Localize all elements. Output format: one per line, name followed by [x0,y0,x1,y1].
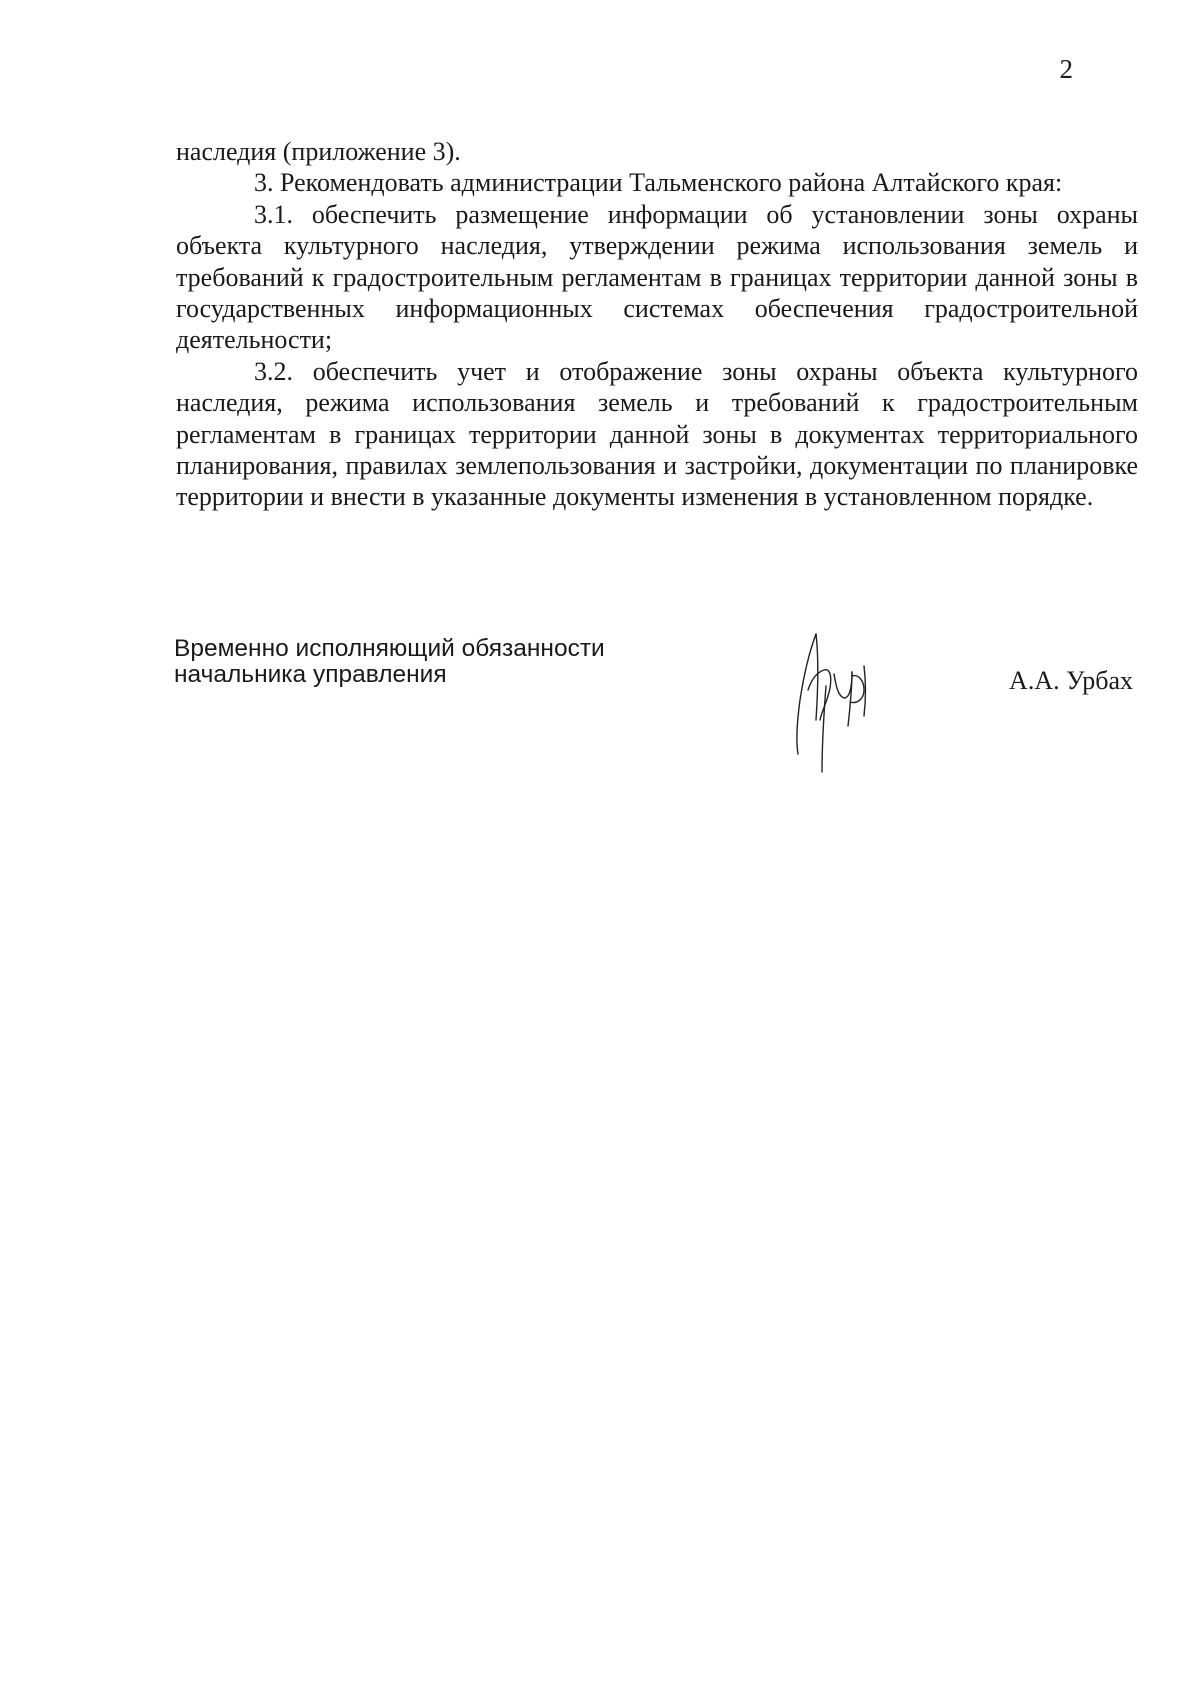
page-number: 2 [1059,54,1073,84]
paragraph-3: 3. Рекомендовать администрации Тальменского района Алтайского края: [254,168,1063,198]
handwritten-signature [786,630,896,780]
paragraph-3-1: 3.1. обеспечить размещение информации об установлении зоны охраны объекта культурного наследия, утверждении режима использования земель и требований к градостроительным регламентам в границах территории данной зоны в государственных информационных системах обеспечения градостроительной деятельности; [176,199,1138,355]
signer-title [174,636,605,688]
paragraph-3-2: 3.2. обеспечить учет и отображение зоны охраны объекта культурного наследия, режима использования земель и требований к градостроительным регламентам в границах территории данной зоны в документах территориального планирования, правилах землепользования и застройки, документации по планировке территории и внести в указанные документы изменения в установленном порядке. [176,356,1138,512]
signer-name: А.А. Урбах [1009,666,1133,695]
document-body [176,136,1138,513]
signer-title-line-1: Временно исполняющий обязанности [174,635,605,662]
signer-title-line-2: начальника управления [174,661,447,688]
paragraph-continuation: наследия (приложение 3). [176,137,461,166]
signature-block [174,636,1139,786]
